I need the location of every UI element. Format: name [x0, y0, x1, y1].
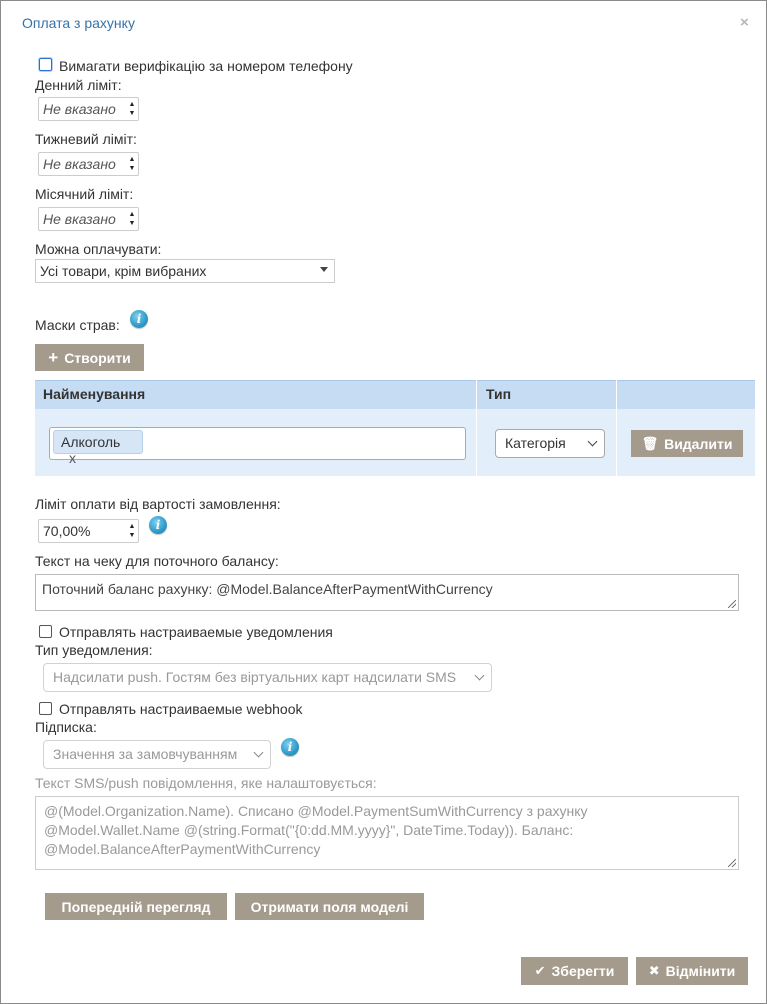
cross-icon: ✖ [648, 963, 660, 978]
phone-verification-label: Вимагати верифікацію за номером телефону [59, 58, 353, 74]
spinner-arrows-icon[interactable]: ▲ ▼ [128, 101, 136, 117]
save-label: Зберегти [551, 963, 615, 979]
receipt-text-label: Текст на чеку для поточного балансу: [35, 553, 279, 569]
daily-limit-input[interactable] [38, 97, 139, 121]
daily-limit-label: Денний ліміт: [35, 77, 122, 93]
receipt-text-area[interactable] [35, 574, 739, 611]
column-divider [616, 380, 617, 476]
check-icon: ✔ [534, 963, 546, 978]
payable-value: Усі товари, крім вибраних [40, 263, 207, 279]
receipt-text-value: Поточний баланс рахунку: @Model.BalanceAfterPaymentWithCurrency [42, 581, 493, 597]
order-limit-value: 70,00% [43, 523, 91, 539]
column-header-type: Тип [486, 386, 512, 402]
monthly-limit-label: Місячний ліміт: [35, 186, 134, 202]
mask-type-select[interactable] [495, 429, 605, 458]
cancel-button[interactable] [636, 957, 748, 985]
spinner-arrows-icon[interactable]: ▲ ▼ [128, 523, 136, 539]
mask-tag [53, 430, 143, 466]
masks-label: Маски страв: [35, 317, 120, 333]
info-icon[interactable]: i [130, 310, 148, 328]
spinner-arrows-icon[interactable]: ▲ ▼ [128, 211, 136, 227]
custom-notifications-checkbox[interactable] [39, 625, 52, 638]
get-model-fields-button[interactable]: Отримати поля моделі [235, 893, 424, 920]
sms-text-area[interactable] [35, 796, 739, 870]
monthly-limit-value: Не вказано [43, 211, 116, 227]
custom-webhook-label: Отправлять настраиваемые webhook [59, 701, 303, 717]
delete-mask-label: Видалити [664, 435, 733, 452]
subscription-select[interactable] [43, 740, 271, 769]
create-mask-button[interactable] [35, 344, 144, 371]
resize-grip-icon[interactable] [728, 859, 736, 867]
resize-grip-icon[interactable] [728, 600, 736, 608]
weekly-limit-label: Тижневий ліміт: [35, 131, 137, 147]
payable-label: Можна оплачувати: [35, 241, 162, 257]
dialog-title: Оплата з рахунку [22, 15, 135, 31]
info-icon[interactable]: i [281, 738, 299, 756]
column-header-name: Найменування [43, 386, 146, 402]
sms-text-label: Текст SMS/push повідомлення, яке налаштовується: [35, 775, 377, 791]
mask-tag-label: Алкоголь [61, 434, 121, 450]
weekly-limit-input[interactable] [38, 152, 139, 176]
subscription-value: Значення за замовчуванням [53, 746, 238, 762]
save-button[interactable] [521, 957, 628, 985]
weekly-limit-value: Не вказано [43, 156, 116, 172]
custom-notifications-label: Отправлять настраиваемые уведомления [59, 624, 333, 640]
mask-tag-remove-icon[interactable]: x [69, 450, 76, 466]
notification-type-select[interactable] [43, 663, 492, 692]
notification-type-value: Надсилати push. Гостям без віртуальних карт надсилати SMS [53, 669, 457, 685]
spinner-arrows-icon[interactable]: ▲ ▼ [128, 156, 136, 172]
order-limit-label: Ліміт оплати від вартості замовлення: [35, 496, 281, 512]
mask-type-value: Категорія [505, 435, 566, 451]
monthly-limit-input[interactable] [38, 207, 139, 231]
trash-icon: 🗑 [641, 435, 659, 451]
chevron-down-icon [475, 671, 485, 681]
payable-select[interactable] [35, 259, 335, 283]
preview-button[interactable]: Попередній перегляд [45, 893, 227, 920]
cancel-label: Відмінити [665, 963, 736, 979]
plus-icon: + [48, 347, 59, 367]
chevron-down-icon [254, 748, 264, 758]
sms-text-value: @(Model.Organization.Name). Списано @Model.PaymentSumWithCurrency з рахунку @Model.Wallet.Name @(string.Format("{0:dd.MM.yyyy}", DateTime.Today)). Баланс: @Model.BalanceAfterPaymentWithCurrency [44, 803, 588, 857]
subscription-label: Підписка: [35, 719, 97, 735]
create-mask-label: Створити [64, 349, 131, 366]
daily-limit-value: Не вказано [43, 101, 116, 117]
phone-verification-checkbox[interactable] [39, 58, 52, 71]
delete-mask-button[interactable] [631, 430, 743, 457]
notification-type-label: Тип уведомления: [35, 642, 153, 658]
custom-webhook-checkbox[interactable] [39, 702, 52, 715]
caret-down-icon [320, 267, 328, 272]
close-icon[interactable]: × [740, 14, 749, 31]
info-icon[interactable]: i [149, 516, 167, 534]
chevron-down-icon [588, 437, 598, 447]
column-divider [476, 380, 477, 476]
order-limit-input[interactable] [38, 519, 139, 543]
